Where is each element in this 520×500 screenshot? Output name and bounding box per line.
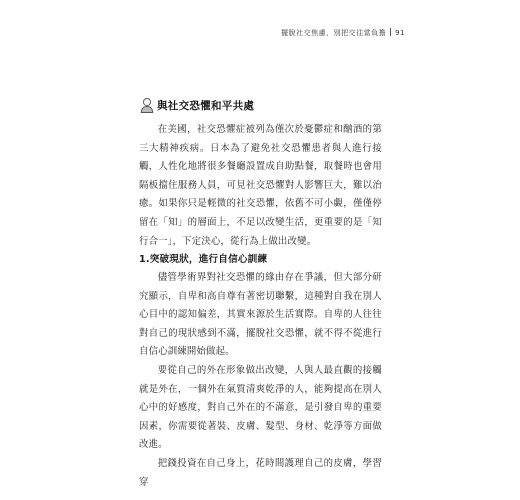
subsection-title: 1.突破現狀，進行自信心訓練 bbox=[139, 254, 268, 265]
main-body bbox=[139, 121, 382, 251]
running-header bbox=[281, 28, 405, 38]
paragraph: 儘管學術界對社交恐懼的緣由存在爭議，但大部分研究顯示，自卑和高自尊有著密切聯繫，這種對自我在別人心目中的認知偏差，其實來源於生活實際。自卑的人往往對自己的現狀感到不滿，擺脫社交恐懼，就不得不從進行自信心訓練開始做起。 bbox=[139, 272, 382, 358]
person-icon bbox=[140, 97, 154, 113]
header-divider bbox=[390, 28, 391, 36]
page-number: 91 bbox=[395, 29, 405, 37]
paragraph: 把錢投資在自己身上，花時間護理自己的皮膚，學習穿 bbox=[139, 457, 382, 488]
section-title: 與社交恐懼和平共處 bbox=[157, 99, 255, 112]
paragraph: 要從自己的外在形象做出改變，人與人最直觀的接觸就是外在，一個外在氣質清爽乾淨的人，能夠提高在別人心中的好感度，對自己外在的不滿意，是引發自卑的重要因素，你需要從著裝、皮膚、髮型、身材、乾淨等方面做改進。 bbox=[139, 364, 382, 451]
paragraph: 在美國，社交恐懼症被列為僅次於憂鬱症和酗酒的第三大精神疾病。日本為了避免社交恐懼患者與人進行接觸，人性化地將很多餐廳設置成自助點餐，取餐時也會用隔板擋住服務人員，可見社交恐懼對人影響巨大，難以治癒。如果你只是輕微的社交恐懼，依舊不可小覷，僅僅停留在「知」的層面上，不足以改變生活，更重要的是「知行合一」，下定決心，從行為上做出改變。 bbox=[139, 124, 382, 247]
subsection-body bbox=[139, 269, 382, 492]
section-heading bbox=[140, 97, 254, 113]
running-title: 擺脫社交焦慮，別把交往當負擔 bbox=[281, 29, 387, 37]
